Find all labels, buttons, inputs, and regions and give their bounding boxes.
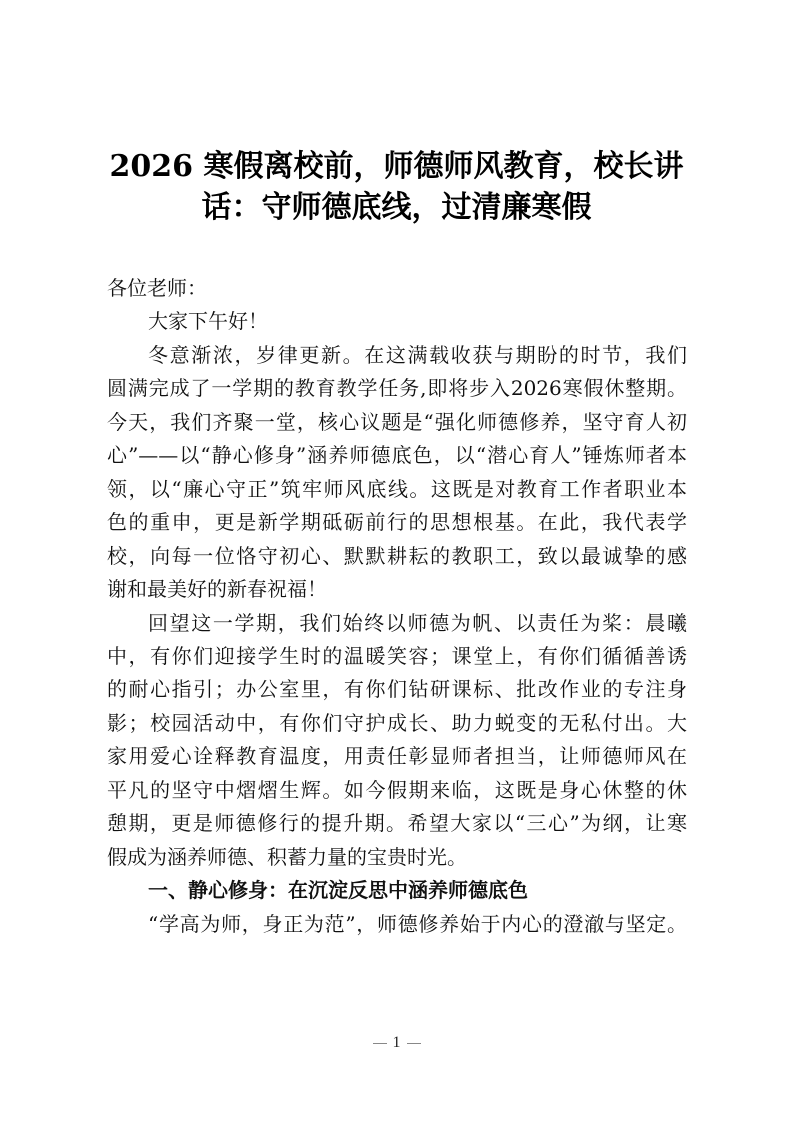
body-text-line: 心”——以“静心修身”涵养师德底色，以“潜心育人”锤炼师者本 xyxy=(107,443,687,468)
document-title-line-1: 2026 寒假离校前，师德师风教育，校长讲 xyxy=(109,149,684,184)
document-title-line-2: 话：守师德底线，过清廉寒假 xyxy=(201,190,592,225)
footer-dash-right xyxy=(407,1043,421,1044)
page-footer xyxy=(0,1034,793,1052)
body-text-line: 圆满完成了一学期的教育教学任务,即将步入2026寒假休整期。 xyxy=(107,376,687,401)
page-number: 1 xyxy=(392,1034,401,1051)
body-text-line: 家用爱心诠释教育温度，用责任彰显师者担当，让师德师风在 xyxy=(107,744,687,769)
body-text-line: 假成为涵养师德、积蓄力量的宝贵时光。 xyxy=(107,844,467,869)
body-text-line: 谢和最美好的新春祝福！ xyxy=(107,577,327,602)
body-text-line: 憩期，更是师德修行的提升期。希望大家以“三心”为纲，让寒 xyxy=(107,811,687,836)
body-text-line: 冬意渐浓，岁律更新。在这满载收获与期盼的时节，我们 xyxy=(148,342,687,367)
footer-dash-left xyxy=(373,1043,387,1044)
body-text-line: 的耐心指引；办公室里，有你们钻研课标、批改作业的专注身 xyxy=(107,677,687,702)
body-text-line: 今天，我们齐聚一堂，核心议题是“强化师德修养，坚守育人初 xyxy=(107,409,687,434)
body-text-line: 回望这一学期，我们始终以师德为帆、以责任为桨：晨曦 xyxy=(148,610,687,635)
body-text-line: 平凡的坚守中熠熠生辉。如今假期来临，这既是身心休整的休 xyxy=(107,777,687,802)
body-text-line: 中，有你们迎接学生时的温暖笑容；课堂上，有你们循循善诱 xyxy=(107,643,687,668)
body-text-line: “学高为师，身正为范”，师德修养始于内心的澄澈与坚定。 xyxy=(148,911,687,936)
body-text-line: 色的重申，更是新学期砥砺前行的思想根基。在此，我代表学 xyxy=(107,510,687,535)
section-heading: 一、静心修身：在沉淀反思中涵养师德底色 xyxy=(148,878,528,903)
body-text-line: 大家下午好！ xyxy=(148,309,268,334)
body-text-line: 影；校园活动中，有你们守护成长、助力蜕变的无私付出。大 xyxy=(107,710,687,735)
body-text-line: 各位老师： xyxy=(107,276,207,300)
body-text-line: 领，以“廉心守正”筑牢师风底线。这既是对教育工作者职业本 xyxy=(107,476,687,501)
body-text-line: 校，向每一位恪守初心、默默耕耘的教职工，致以最诚挚的感 xyxy=(107,543,687,568)
